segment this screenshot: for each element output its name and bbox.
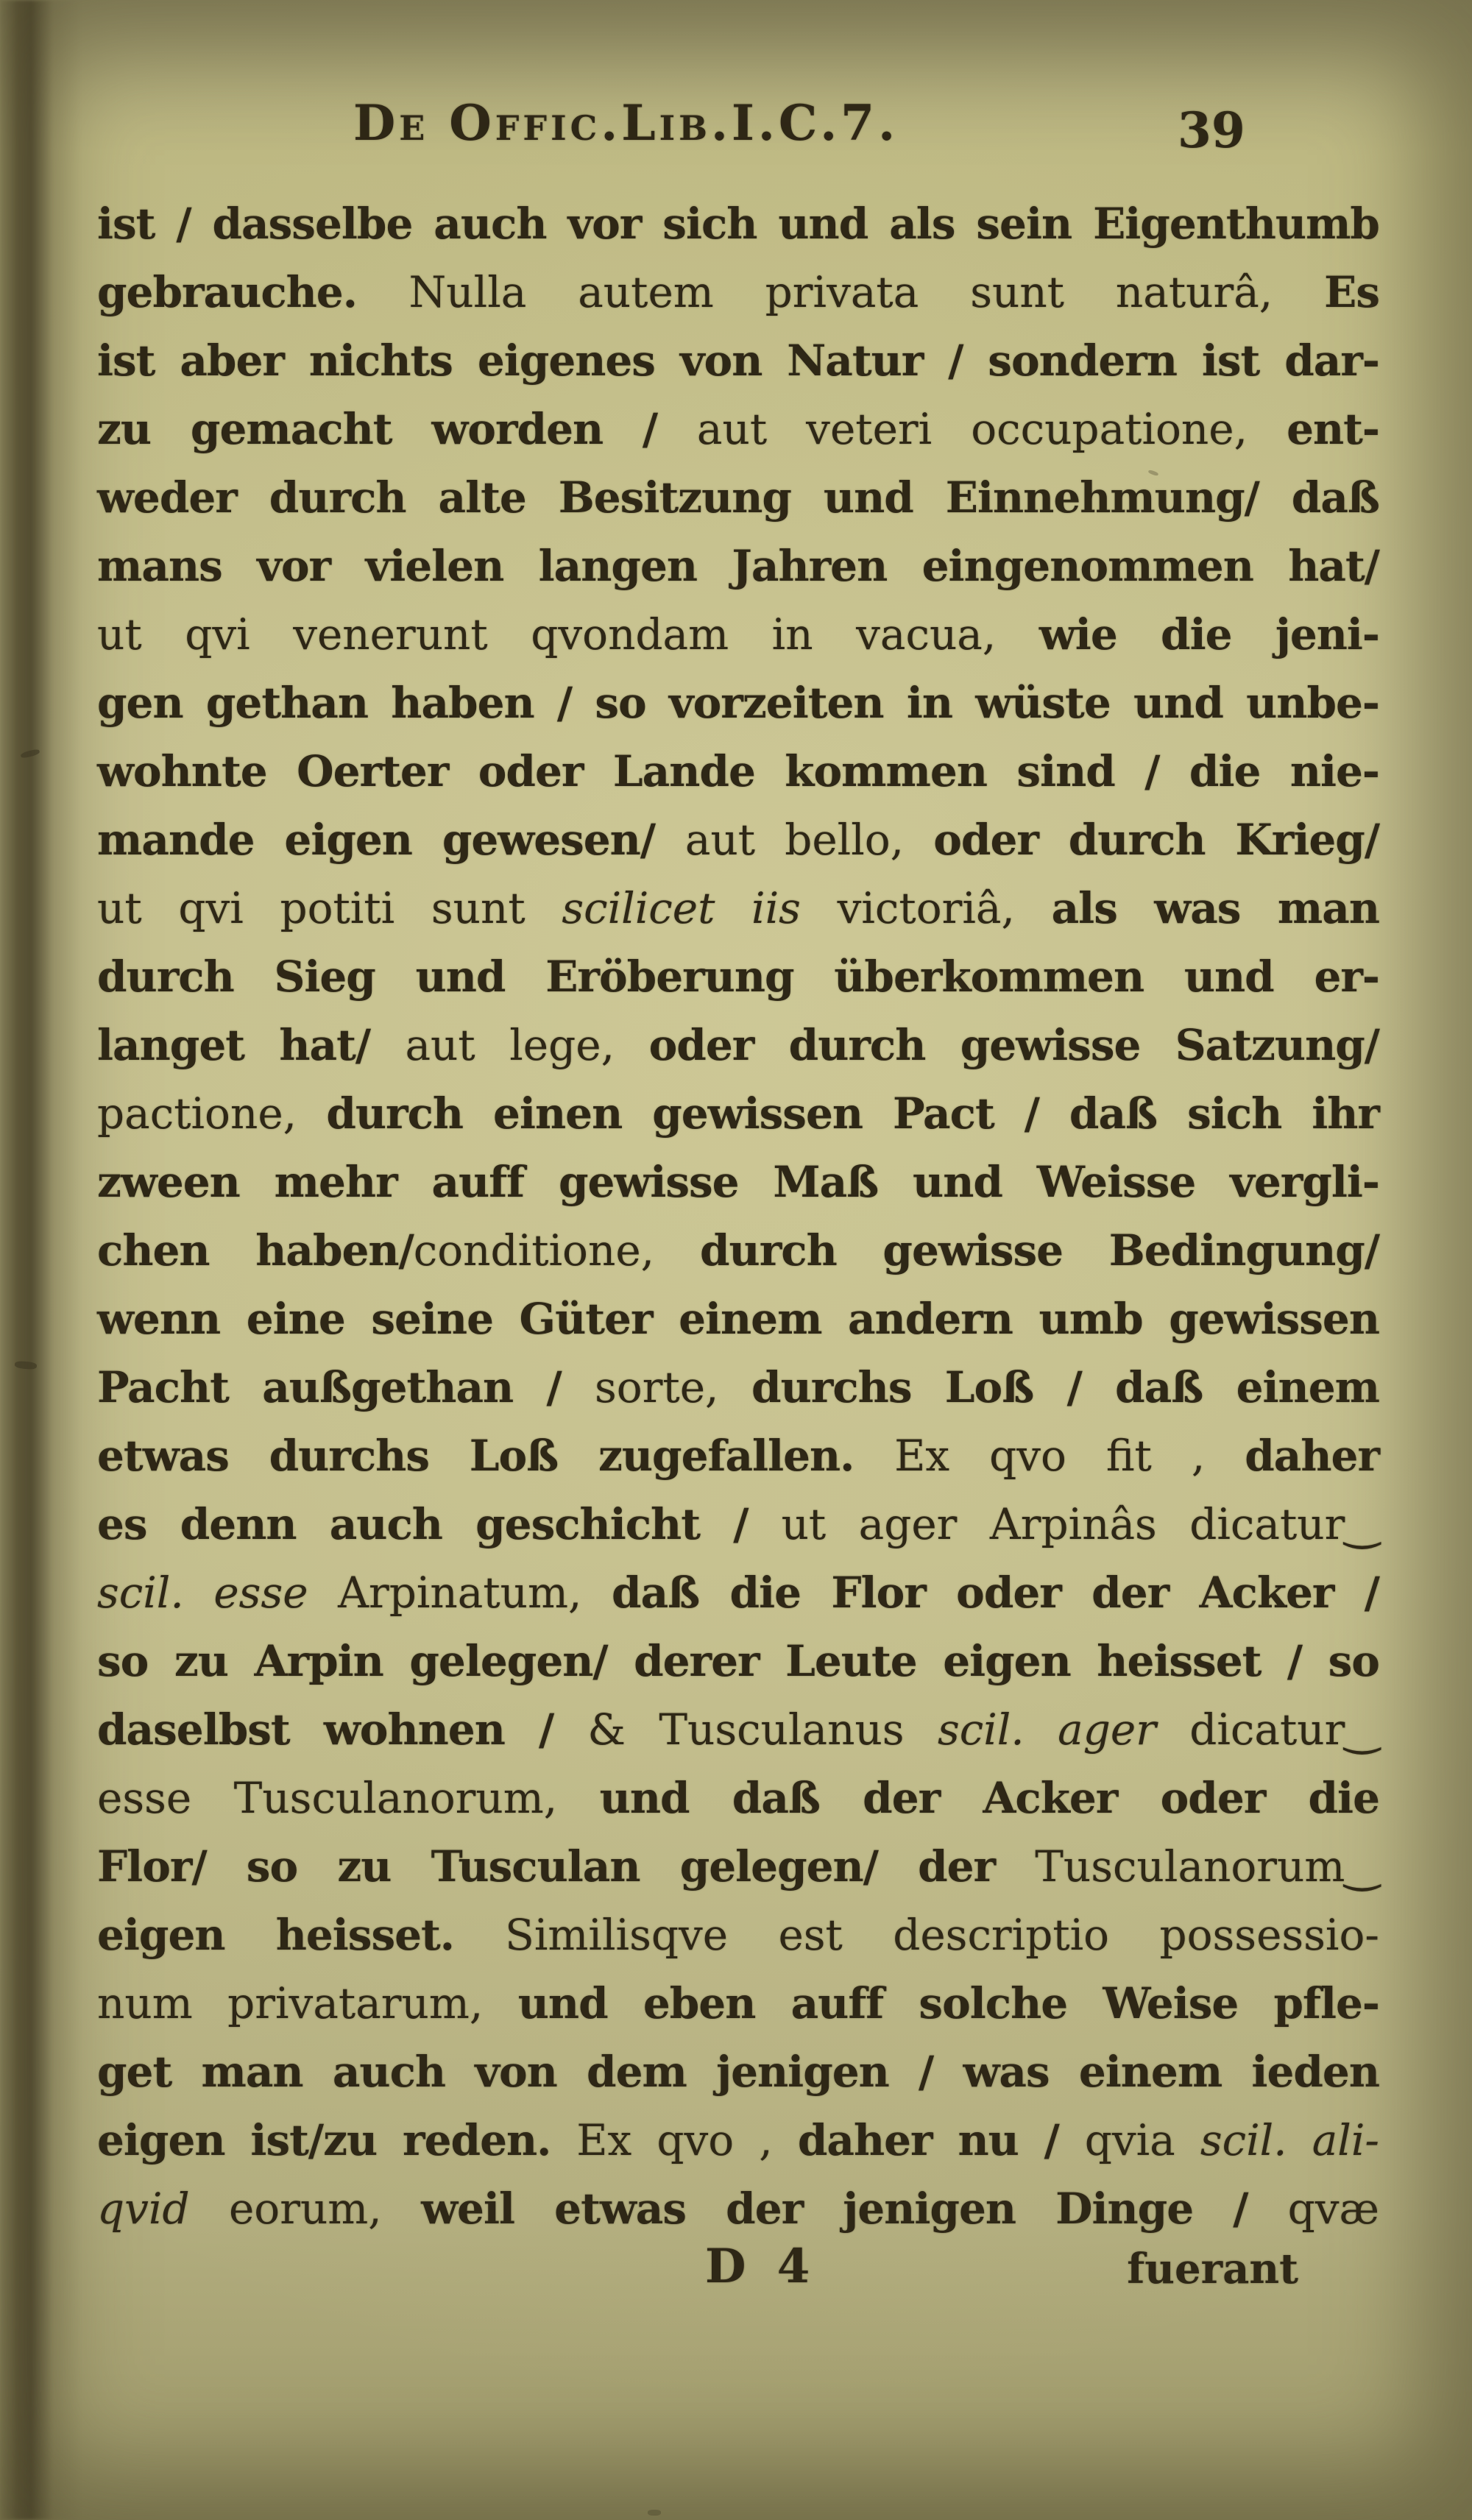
text-segment: aut lege,: [405, 1020, 649, 1070]
text-segment: daher: [1245, 1431, 1379, 1481]
text-line: [97, 943, 1379, 1011]
text-segment: es denn auch geschicht /: [97, 1499, 782, 1549]
text-segment: scilicet iis: [562, 883, 838, 933]
text-line: [97, 395, 1379, 464]
text-line: [97, 1285, 1379, 1353]
text-segment: scil. ager: [937, 1705, 1190, 1755]
text-segment: so zu Arpin gelegen/ derer Leute eigen heisset / so: [97, 1636, 1379, 1686]
binding-gutter-shadow: [0, 0, 88, 2520]
text-segment: zu gemacht worden /: [97, 404, 697, 454]
text-segment: ut qvi potiti sunt: [97, 883, 562, 933]
text-segment: durch einen gewissen Pact / daß sich ihr: [326, 1089, 1379, 1139]
page-footer: [97, 2239, 1379, 2327]
text-line: [97, 1217, 1379, 1285]
text-line: [97, 1490, 1379, 1559]
text-segment: sorte,: [595, 1362, 752, 1412]
text-segment: durch gewisse Bedingung/: [700, 1225, 1380, 1275]
text-line: [97, 1559, 1379, 1627]
text-segment: scil. ali-: [1200, 2115, 1379, 2165]
text-segment: eorum,: [228, 2184, 422, 2234]
signature-mark: D 4: [705, 2239, 818, 2294]
text-segment: weil etwas der jenigen Dinge /: [421, 2184, 1288, 2234]
text-segment: langet hat/: [97, 1020, 406, 1070]
page-number: 39: [1178, 102, 1245, 159]
text-segment: aut bello,: [684, 815, 934, 865]
text-segment: ut qvi venerunt qvondam in vacua,: [97, 609, 1039, 659]
text-segment: & Tusculanus: [587, 1705, 938, 1755]
text-line: [97, 806, 1379, 874]
text-segment: Pacht außgethan /: [97, 1362, 595, 1412]
text-segment: Nulla autem privata sunt naturâ,: [408, 267, 1325, 317]
text-segment: dicatur‿: [1189, 1705, 1379, 1755]
text-segment: ist / dasselbe auch vor sich und als sein Eigenthumb: [97, 199, 1379, 249]
text-line: [97, 1969, 1379, 2038]
text-segment: etwas durchs Loß zugefallen.: [97, 1431, 895, 1481]
text-segment: victoriâ,: [837, 883, 1052, 933]
catchword: fuerant: [1127, 2245, 1298, 2293]
text-segment: qvid: [97, 2184, 229, 2234]
text-segment: daß die Flor oder der Acker /: [612, 1568, 1379, 1618]
text-line: [97, 1696, 1379, 1764]
text-line: [97, 874, 1379, 943]
text-line: [97, 1148, 1379, 1217]
text-segment: chen haben/: [97, 1225, 414, 1275]
header-title: De Offic.Lib.I.C.7.: [353, 94, 899, 152]
running-header: [97, 94, 1379, 160]
text-segment: Arpinatum,: [338, 1568, 612, 1618]
text-segment: esse Tusculanorum,: [97, 1773, 600, 1823]
page-body: [97, 190, 1379, 2243]
text-segment: Tusculanorum‿: [1035, 1841, 1379, 1891]
text-line: [97, 1627, 1379, 1696]
text-line: [97, 258, 1379, 327]
text-segment: und eben auff solche Weise pfle-: [517, 1978, 1379, 2028]
text-segment: pactione,: [97, 1089, 327, 1139]
text-segment: eigen ist/zu reden.: [97, 2115, 577, 2165]
text-segment: zween mehr auff gewisse Maß und Weisse vergli-: [97, 1157, 1379, 1207]
text-line: [97, 532, 1379, 601]
text-line: [97, 1833, 1379, 1901]
text-line: [97, 327, 1379, 395]
text-segment: wohnte Oerter oder Lande kommen sind / die nie-: [97, 746, 1379, 796]
paper-blemish: [648, 2510, 661, 2516]
text-segment: durchs Loß / daß einem: [751, 1362, 1379, 1412]
text-segment: ent-: [1287, 404, 1379, 454]
text-segment: Ex qvo ,: [576, 2115, 798, 2165]
text-segment: mande eigen gewesen/: [97, 815, 685, 865]
text-segment: mans vor vielen langen Jahren eingenommen hat/: [97, 541, 1379, 591]
text-line: [97, 1901, 1379, 1969]
text-line: [97, 2106, 1379, 2175]
text-line: [97, 2038, 1379, 2106]
text-line: [97, 190, 1379, 258]
text-segment: eigen heisset.: [97, 1910, 506, 1960]
text-line: [97, 601, 1379, 669]
text-line: [97, 1011, 1379, 1080]
text-line: [97, 1080, 1379, 1148]
text-line: [97, 2175, 1379, 2243]
text-line: [97, 1422, 1379, 1490]
text-segment: gen gethan haben / so vorzeiten in wüste und unbe-: [97, 678, 1379, 728]
text-segment: wie die jeni-: [1038, 609, 1379, 659]
text-line: [97, 1764, 1379, 1833]
text-line: [97, 464, 1379, 532]
text-segment: gebrauche.: [97, 267, 409, 317]
text-segment: durch Sieg und Eröberung überkommen und er-: [97, 952, 1379, 1002]
text-segment: qvia: [1084, 2115, 1200, 2165]
text-segment: daselbst wohnen /: [97, 1705, 588, 1755]
text-segment: aut veteri occupatione,: [696, 404, 1287, 454]
text-segment: als was man: [1051, 883, 1380, 933]
text-segment: weder durch alte Besitzung und Einnehmung/ daß: [97, 473, 1379, 523]
text-segment: get man auch von dem jenigen / was einem ieden: [97, 2047, 1379, 2097]
text-segment: qvæ: [1287, 2184, 1380, 2234]
text-segment: num privatarum,: [97, 1978, 518, 2028]
text-segment: ut ager Arpinâs dicatur‿: [781, 1499, 1379, 1549]
text-segment: oder durch gewisse Satzung/: [648, 1020, 1379, 1070]
text-line: [97, 737, 1379, 806]
text-line: [97, 669, 1379, 737]
text-segment: scil. esse: [97, 1568, 339, 1618]
text-segment: oder durch Krieg/: [933, 815, 1379, 865]
text-segment: ist aber nichts eigenes von Natur / sondern ist dar-: [97, 336, 1379, 386]
text-line: [97, 1353, 1379, 1422]
text-segment: wenn eine seine Güter einem andern umb gewissen: [97, 1294, 1379, 1344]
text-segment: Es: [1324, 267, 1379, 317]
text-segment: Flor/ so zu Tusculan gelegen/ der: [97, 1841, 1036, 1891]
text-segment: Similisqve est descriptio possessio-: [505, 1910, 1379, 1960]
text-segment: daher nu /: [797, 2115, 1085, 2165]
text-segment: und daß der Acker oder die: [599, 1773, 1379, 1823]
text-segment: Ex qvo fit ,: [894, 1431, 1245, 1481]
text-segment: conditione,: [413, 1225, 700, 1275]
